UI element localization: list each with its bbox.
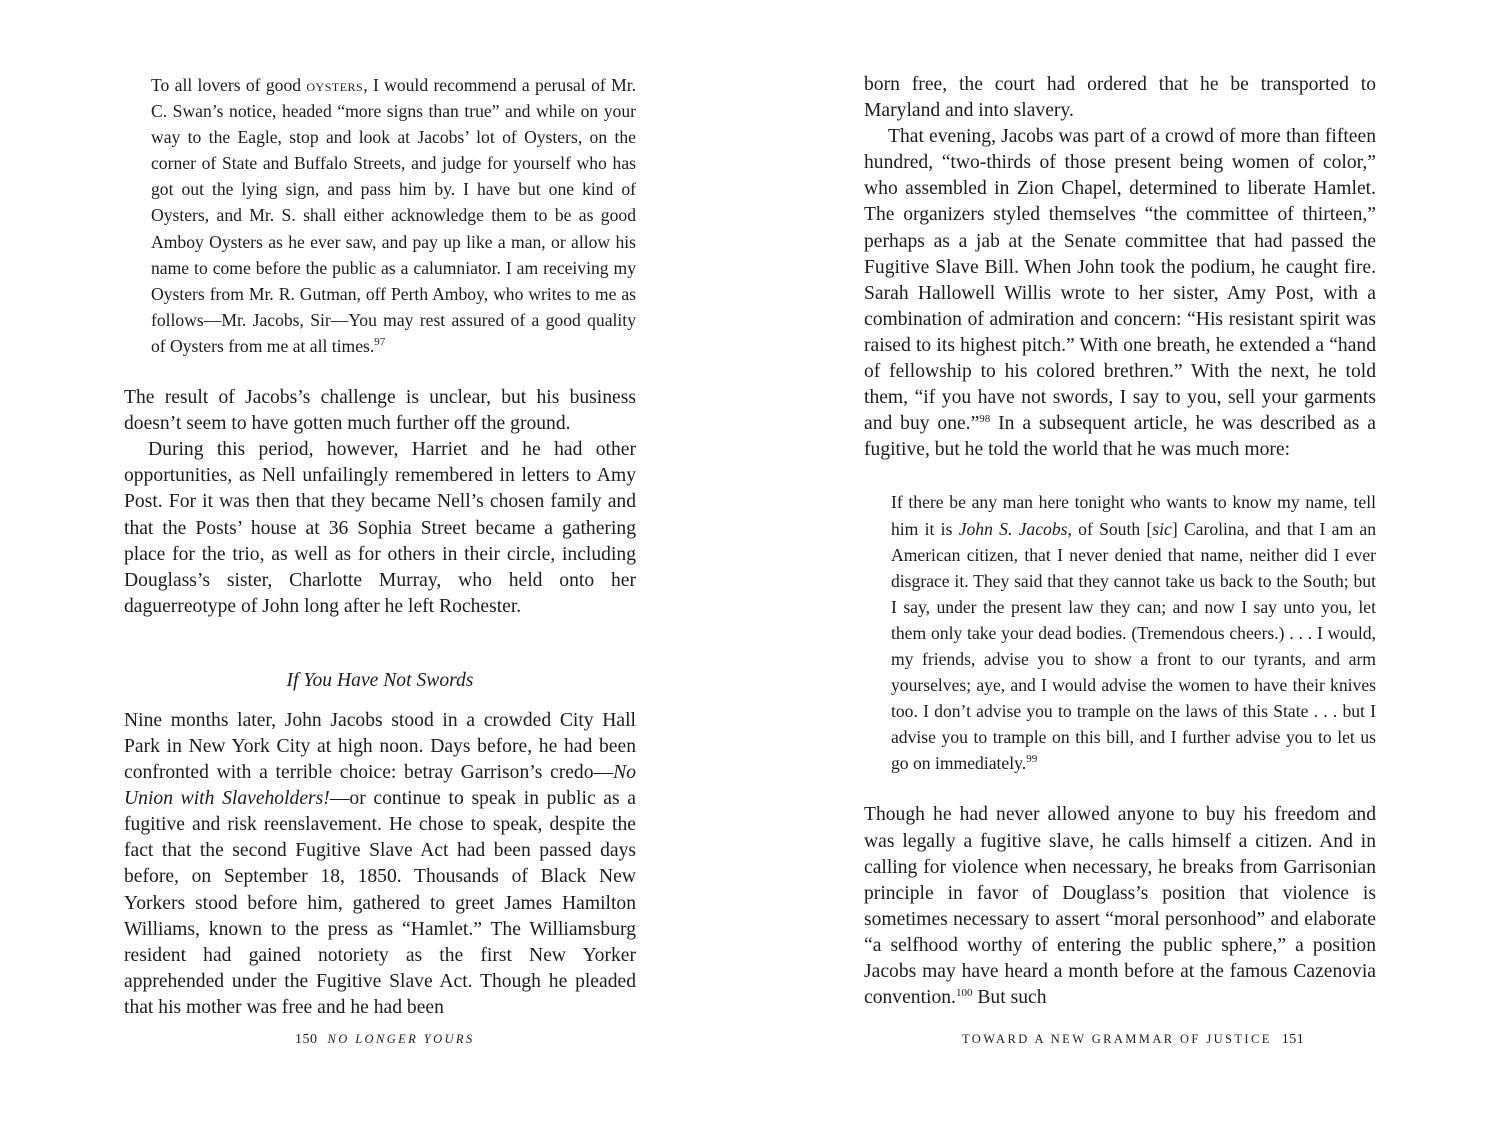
right-page bbox=[750, 0, 1500, 1125]
jacobs-speech-quote bbox=[891, 489, 1376, 776]
quote-text-c: ] Carolina, and that I am an American citizen, that I never denied that name, neither did I ever disgrace it. They said that they cannot take us back to the South; but I say, under the present law they can; and now I say unto you, let them only take your dead bodies. (Tremendous cheers.) . . . I would, my friends, advise you to show a front to our tyrants, and arm yourselves; aye, and I would advise the women to have their knives too. I don’t advise you to trample on the laws of this State . . . but I advise you to trample on this bill, and I further advise you to let us go on immediately. bbox=[891, 518, 1376, 774]
italic-sic: sic bbox=[1152, 518, 1172, 539]
italic-name: John S. Jacobs bbox=[958, 518, 1068, 539]
running-head: TOWARD A NEW GRAMMAR OF JUSTICE bbox=[962, 1032, 1272, 1046]
running-head: NO LONGER YOURS bbox=[327, 1032, 475, 1046]
quote-text: , I would recommend a perusal of Mr. C. Swan’s notice, headed “more signs than true” and while on your way to the Eagle, stop and look at Jacobs’ lot of Oysters, on the corner of State and Buffalo Streets, and judge for yourself who has got out the lying sign, and pass him by. I have but one kind of Oysters, and Mr. S. shall either acknowledge them to be as good Amboy Oysters as he ever saw, and pay up like a man, or allow his name to come before the public as a calumniator. I am receiving my Oysters from Mr. R. Gutman, off Perth Amboy, who writes to me as follows—Mr. Jacobs, Sir—You may rest assured of a good quality of Oysters from me at all times. bbox=[151, 75, 636, 356]
right-footer bbox=[962, 1032, 1304, 1048]
footnote-ref-100[interactable]: 100 bbox=[955, 987, 973, 1000]
italic-motto: No Union with Slaveholders! bbox=[124, 762, 636, 810]
paragraph-text: Though he had never allowed anyone to buy his freedom and was legally a fugitive slave, he calls himself a citizen. And in calling for violence when necessary, he breaks from Garrisonian principle in favor of Douglass’s position that violence is sometimes necessary to assert “moral personhood” and elaborate “a selfhood worthy of entering the public sphere,” a position Jacobs may have heard a month before at the famous Cazenovia convention. bbox=[864, 804, 1376, 1009]
paragraph-text-after: But such bbox=[972, 987, 1047, 1009]
paragraph-text: That evening, Jacobs was part of a crowd of more than fifteen hundred, “two-thirds of those present being women of color,” who assembled in Zion Chapel, determined to liberate Hamlet. The organizers styled themselves “the committee of thirteen,” perhaps as a jab at the Senate committee that had passed the Fugitive Slave Bill. When John took the podium, he caught fire. Sarah Hallowell Willis wrote to her sister, Amy Post, with a combination of admiration and concern: “His resistant spirit was raised to its highest pitch.” With one breath, he extended a “hand of fellowship to his colored brethren.” With the next, he told them, “if you have not swords, I say to you, sell your garments and buy one.” bbox=[864, 126, 1376, 435]
paragraph-text-a: Nine months later, John Jacobs stood in a crowded City Hall Park in New York City at high noon. Days before, he had been confronted with a terrible choice: betray Garrison’s credo— bbox=[124, 709, 636, 784]
oyster-advertisement-quote bbox=[151, 72, 636, 359]
right-text-column bbox=[864, 72, 1376, 1011]
page-number: 151 bbox=[1281, 1032, 1305, 1047]
quote-lead: To all lovers of good bbox=[151, 75, 307, 95]
paragraph-challenge-result: The result of Jacobs’s challenge is unclear, but his business doesn’t seem to have gotten much further off the ground. bbox=[124, 387, 636, 435]
footnote-ref-98[interactable]: 98 bbox=[979, 413, 991, 426]
paragraph-zion-chapel bbox=[864, 124, 1376, 463]
paragraph-opportunities: During this period, however, Harriet and he had other opportunities, as Nell unfailingly remembered in letters to Amy Post. For it was then that they became Nell’s chosen family and that the Posts’ house at 36 Sophia Street became a gathering place for the trio, as well as for others in their circle, including Douglass’s sister, Charlotte Murray, who held onto her daguerreotype of John long after he left Rochester. bbox=[124, 439, 636, 617]
paragraph-born-free: born free, the court had ordered that he be transported to Maryland and into slavery. bbox=[864, 74, 1376, 122]
section-heading: If You Have Not Swords bbox=[286, 669, 474, 691]
paragraph-text-after: In a subsequent article, he was described as a fugitive, but he told the world that he was much more: bbox=[864, 413, 1376, 461]
paragraph-city-hall-park bbox=[124, 708, 636, 1021]
left-text-column bbox=[124, 72, 636, 1021]
paragraph-text-b: —or continue to speak in public as a fugitive and risk reenslavement. He chose to speak, despite the fact that the second Fugitive Slave Act had been passed days before, on September 18, 1850. Thousands of Black New Yorkers stood before him, gathered to greet James Hamilton Williams, known to the press as “Hamlet.” The Williamsburg resident had gained notoriety as the first New Yorker apprehended under the Fugitive Slave Act. Though he pleaded that his mother was free and he had been bbox=[124, 788, 636, 1018]
footnote-ref-99[interactable]: 99 bbox=[1026, 753, 1038, 766]
quote-text-b: , of South [ bbox=[1067, 518, 1153, 539]
paragraph-citizen bbox=[864, 802, 1376, 1011]
left-footer bbox=[295, 1032, 475, 1048]
quote-smallcaps-word: oysters bbox=[306, 75, 364, 95]
footnote-ref-97[interactable]: 97 bbox=[374, 335, 386, 348]
quote-text-a: If there be any man here tonight who wants to know my name, tell him it is bbox=[891, 492, 1376, 539]
page-number: 150 bbox=[295, 1032, 318, 1047]
